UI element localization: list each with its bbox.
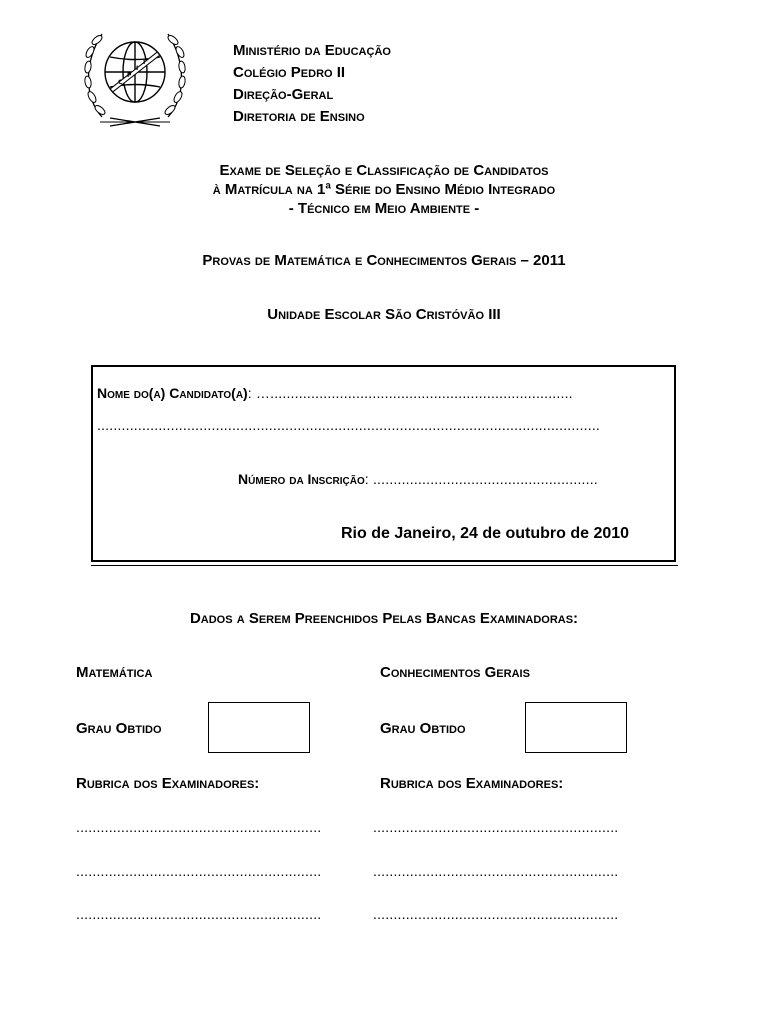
header-ministry: Ministério da Educação xyxy=(233,42,391,59)
exam-date: Rio de Janeiro, 24 de outubro de 2010 xyxy=(341,525,630,542)
general-knowledge-signature-line-1[interactable]: ............................................................ xyxy=(373,819,619,835)
registration-number-row xyxy=(238,471,598,487)
svg-text:C: C xyxy=(118,79,123,86)
general-knowledge-signature-line-3[interactable]: ............................................................ xyxy=(373,906,619,922)
svg-text:P: P xyxy=(127,72,132,79)
math-grade-label: Grau Obtido xyxy=(76,720,162,737)
exam-title xyxy=(0,161,768,218)
math-grade-box[interactable] xyxy=(208,702,310,753)
header-school: Colégio Pedro II xyxy=(233,64,346,81)
candidate-name-field[interactable]: : ….......................................................................... xyxy=(247,385,573,401)
general-knowledge-signature-line-2[interactable]: ............................................................ xyxy=(373,863,619,879)
math-rubrica-label: Rubrica dos Examinadores: xyxy=(76,775,260,792)
exam-title-line-3: - Técnico em Meio Ambiente - xyxy=(288,200,480,217)
math-subject-label: Matemática xyxy=(76,664,153,681)
candidate-info-box xyxy=(91,365,676,562)
svg-text:I: I xyxy=(143,59,146,66)
bancas-heading: Dados a Serem Preenchidos Pelas Bancas Examinadoras: xyxy=(189,610,579,627)
header-direction: Direção-Geral xyxy=(233,86,334,103)
registration-number-field[interactable]: : ....................................................... xyxy=(364,471,598,487)
math-signature-line-2[interactable]: ............................................................ xyxy=(76,863,322,879)
registration-number-label: Número da Inscrição xyxy=(238,471,365,487)
math-signature-line-3[interactable]: ............................................................ xyxy=(76,906,322,922)
candidate-name-continuation-field[interactable]: ........................................................................................................................... xyxy=(97,417,601,433)
candidate-name-label: Nome do(a) Candidato(a) xyxy=(97,385,248,401)
general-knowledge-grade-label: Grau Obtido xyxy=(380,720,466,737)
candidate-name-row xyxy=(97,385,573,401)
institution-header xyxy=(233,40,391,128)
exam-title-line-2: à Matrícula na 1ª Série do Ensino Médio Integrado xyxy=(212,181,556,198)
colegio-pedro-ii-seal-icon xyxy=(80,22,190,132)
general-knowledge-subject-label: Conhecimentos Gerais xyxy=(380,664,530,681)
candidate-box-underline xyxy=(91,565,678,566)
general-knowledge-grade-box[interactable] xyxy=(525,702,627,753)
header-board: Diretoria de Ensino xyxy=(233,108,365,125)
svg-text:I: I xyxy=(136,65,139,72)
math-signature-line-1[interactable]: ............................................................ xyxy=(76,819,322,835)
exam-title-line-1: Exame de Seleção e Classificação de Candidatos xyxy=(219,162,549,179)
provas-heading: Provas de Matemática e Conhecimentos Gerais – 2011 xyxy=(202,252,566,269)
general-knowledge-rubrica-label: Rubrica dos Examinadores: xyxy=(380,775,564,792)
unidade-heading: Unidade Escolar São Cristóvão III xyxy=(267,306,501,323)
